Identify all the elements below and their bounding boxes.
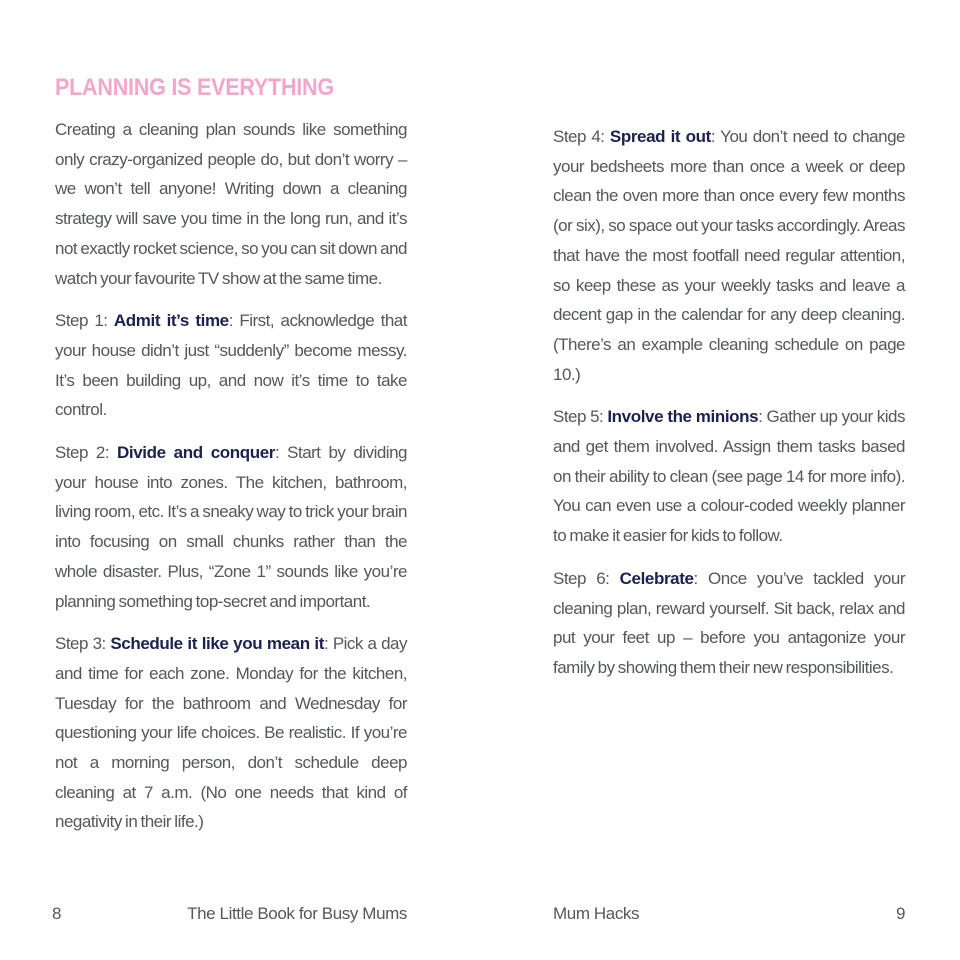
step-title: Admit it’s time bbox=[113, 311, 229, 331]
intro-paragraph: Creating a cleaning plan sounds like something only crazy-organized people do, but don’t worry – we won’t tell anyone! Writing down a cleaning strategy will save you time in the long run, and it’s not exactly rocket science, so you can sit down and watch your favourite TV show at the same time. bbox=[55, 120, 407, 288]
step-title: Divide and conquer bbox=[117, 443, 275, 463]
step-text: : Start by dividing your house into zones. The kitchen, bathroom, living room, etc. It’s a sneaky way to trick your brain into focusing on small chunks rather than the whole disaster. Plus, “Zone 1” sounds like you’re planning something top-secret and important. bbox=[55, 443, 407, 611]
step-title: Celebrate bbox=[619, 568, 694, 588]
step-paragraph bbox=[553, 122, 905, 389]
step-title: Schedule it like you mean it bbox=[110, 634, 324, 654]
section-title-footer: Mum Hacks bbox=[553, 904, 640, 923]
step-text: : Gather up your kids and get them involved. Assign them tasks based on their ability to clean (see page 14 for more info). You can even use a colour-coded weekly planner to make it easier for kids to follow. bbox=[553, 407, 905, 546]
step-title: Spread it out bbox=[609, 127, 711, 146]
right-page bbox=[553, 122, 905, 696]
left-page bbox=[55, 70, 407, 850]
step-text: : First, acknowledge that your house didn’t just “suddenly” become messy. It’s been building up, and now it’s time to take control. bbox=[55, 311, 407, 420]
step-text: : Pick a day and time for each zone. Monday for the kitchen, Tuesday for the bathroom and Wednesday for questioning your life choices. Be realistic. If you’re not a morning person, don’t schedule deep cleaning at 7 a.m. (No one needs that kind of negativity in their life.) bbox=[55, 634, 407, 832]
right-page-number: 9 bbox=[895, 904, 905, 923]
step-paragraph bbox=[553, 564, 905, 683]
section-heading: PLANNING IS EVERYTHING bbox=[55, 74, 334, 101]
step-paragraph bbox=[55, 438, 407, 616]
step-title: Involve the minions bbox=[607, 407, 759, 427]
step-label: Step 3: bbox=[55, 634, 111, 654]
step-text: : Once you’ve tackled your cleaning plan, reward yourself. Sit back, relax and put your feet up – before you antagonize your family by showing them their new responsibilities. bbox=[553, 568, 905, 677]
book-title-footer: The Little Book for Busy Mums bbox=[187, 904, 407, 923]
step-label: Step 2: bbox=[55, 443, 118, 463]
step-label: Step 6: bbox=[553, 568, 620, 588]
step-label: Step 1: bbox=[55, 311, 114, 331]
step-label: Step 4: bbox=[553, 127, 610, 146]
step-paragraph bbox=[553, 402, 905, 551]
step-paragraph bbox=[55, 306, 407, 425]
left-page-number: 8 bbox=[52, 904, 62, 923]
step-paragraph bbox=[55, 629, 407, 837]
step-text: : You don’t need to change your bedsheets more than once a week or deep clean the oven more than once every few months (or six), so space out your tasks accordingly. Areas that have the most footfall need regular attention, so keep these as your weekly tasks and leave a decent gap in the calendar for any deep cleaning. (There’s an example cleaning schedule on page 10.) bbox=[553, 127, 905, 384]
step-label: Step 5: bbox=[553, 407, 608, 427]
